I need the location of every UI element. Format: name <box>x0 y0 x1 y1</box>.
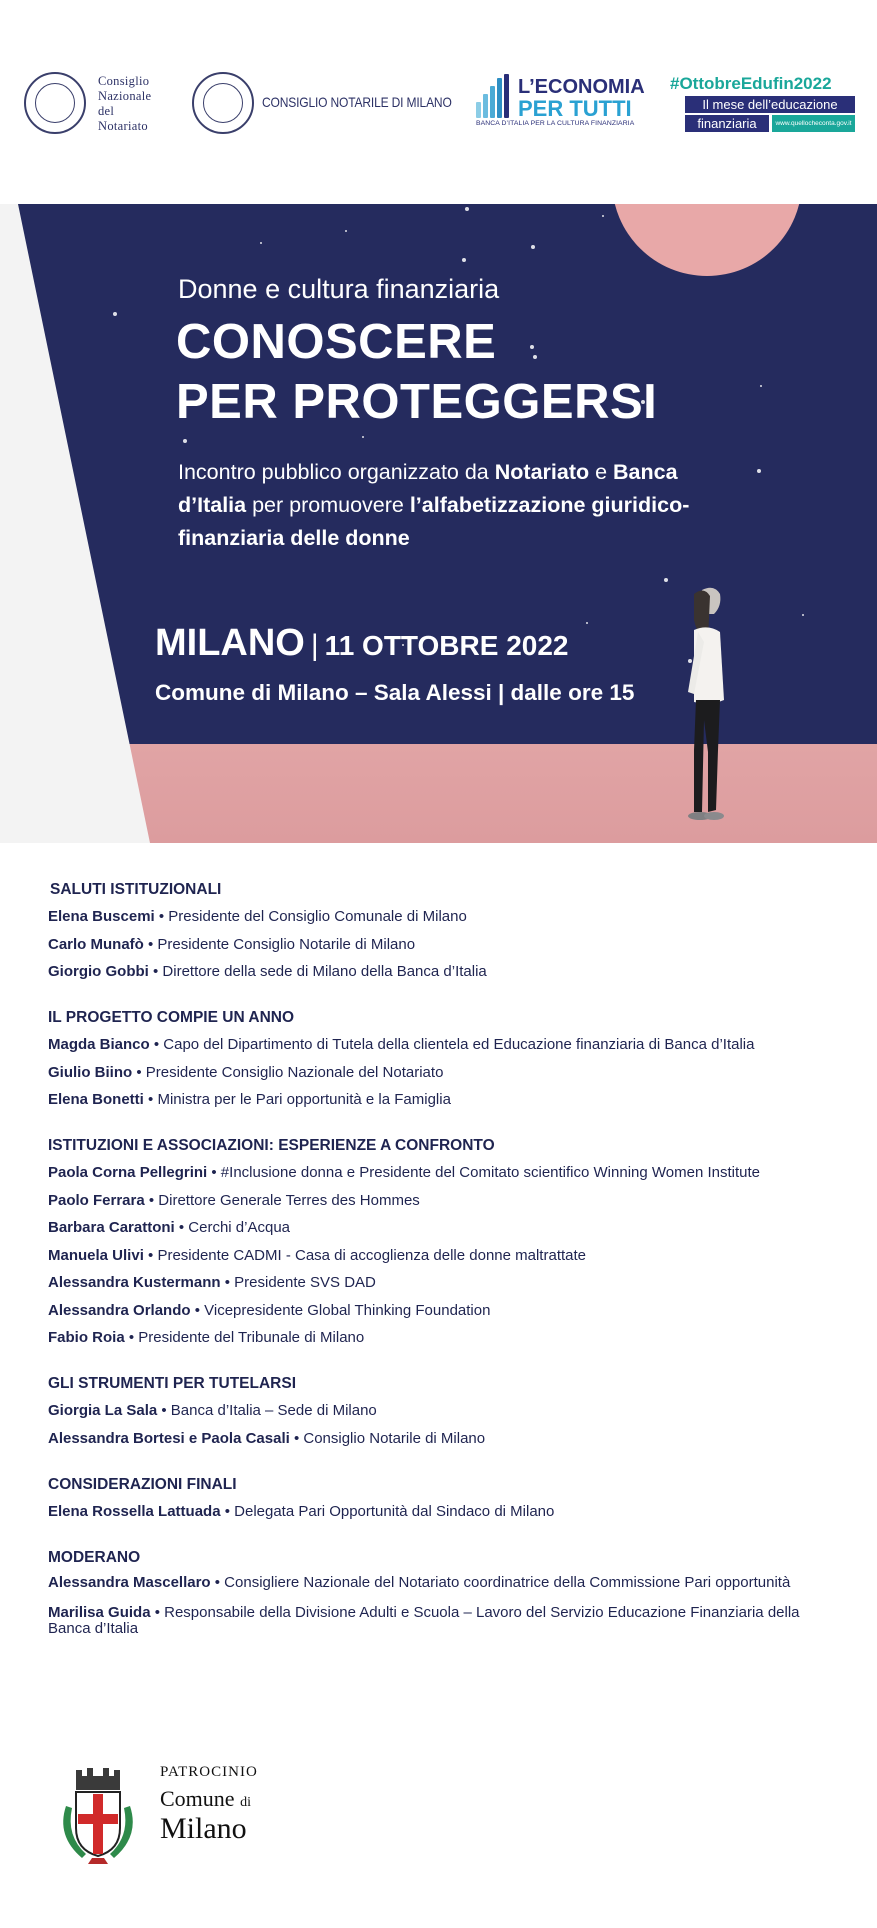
speaker-name: Paolo Ferrara <box>48 1191 145 1209</box>
star-decoration <box>345 230 347 232</box>
cnn-line-2: Nazionale <box>98 89 152 103</box>
section-considerazioni-finali <box>48 1475 838 1522</box>
star-decoration <box>760 385 762 387</box>
ottobre-edufin-logo <box>668 74 858 134</box>
section-title: GLI STRUMENTI PER TUTELARSI <box>48 1375 296 1392</box>
star-decoration <box>602 215 604 217</box>
speaker-role: • Presidente del Consiglio Comunale di Milano <box>154 908 467 925</box>
speaker-name: Giorgia La Sala <box>48 1402 158 1419</box>
hero-title-line-1: CONOSCERE <box>176 315 497 369</box>
speaker-row <box>48 962 838 982</box>
section-istituzioni-associazioni <box>48 1136 838 1348</box>
speaker-role: • Banca d’Italia – Sede di Milano <box>157 1402 377 1419</box>
speaker-name: Giulio Biino <box>48 1063 133 1081</box>
woman-looking-up-illustration <box>664 580 744 830</box>
speaker-role: • Capo del Dipartimento di Tutela della clientela ed Educazione finanziaria di Banca d’Italia <box>149 1036 755 1053</box>
patrocinio-label: PATROCINIO <box>160 1764 258 1780</box>
speaker-row <box>48 1246 838 1266</box>
cnm-logo-text: CONSIGLIO NOTARILE DI MILANO <box>262 94 452 110</box>
speaker-row <box>48 1575 838 1595</box>
eco-tagline: BANCA D’ITALIA PER LA CULTURA FINANZIARIA <box>476 120 635 127</box>
hero-title-line-2: PER PROTEGGERSI <box>176 375 658 429</box>
speaker-role: • #Inclusione donna e Presidente del Comitato scientifico Winning Women Institute <box>207 1164 760 1181</box>
hero-title <box>176 312 657 432</box>
hero-description <box>178 456 748 555</box>
consiglio-notarile-milano-logo <box>192 70 452 136</box>
eco-title-line-1: L’ECONOMIA <box>518 76 645 98</box>
desc-part: per promuovere <box>246 493 410 517</box>
eco-title-line-2: PER TUTTI <box>518 96 632 121</box>
event-date: 11 OTTOBRE 2022 <box>324 630 569 661</box>
speaker-role: • Presidente del Tribunale di Milano <box>124 1329 365 1346</box>
star-decoration <box>465 207 469 211</box>
section-title: MODERANO <box>48 1548 141 1566</box>
star-decoration <box>462 258 466 262</box>
star-decoration <box>183 439 187 443</box>
speaker-row <box>48 1328 838 1348</box>
section-title: ISTITUZIONI E ASSOCIAZIONI: ESPERIENZE A CONFRONTO <box>48 1137 495 1154</box>
speaker-role: • Presidente Consiglio Notarile di Milano <box>143 935 416 953</box>
speaker-row <box>48 1401 838 1421</box>
speaker-row <box>48 1273 838 1293</box>
speaker-name: Magda Bianco <box>48 1036 150 1053</box>
speaker-name: Fabio Roia <box>48 1329 125 1346</box>
speaker-row <box>48 907 838 927</box>
speaker-role: • Consigliere Nazionale del Notariato coordinatrice della Commissione Pari opportunità <box>210 1573 791 1591</box>
speaker-name: Paola Corna Pellegrini <box>48 1164 208 1181</box>
speaker-role: • Presidente Consiglio Nazionale del Notariato <box>132 1063 444 1081</box>
speaker-row <box>48 1191 838 1211</box>
edufin-hashtag: #OttobreEdufin2022 <box>670 74 832 93</box>
event-separator: | <box>310 629 319 662</box>
speaker-role: • Direttore Generale Terres des Hommes <box>144 1191 420 1209</box>
section-title: IL PROGETTO COMPIE UN ANNO <box>48 1009 295 1026</box>
event-city-date <box>155 622 569 665</box>
cnn-line-1: Consiglio <box>98 74 150 88</box>
edufin-url[interactable]: www.quellocheconta.gov.it <box>772 115 855 132</box>
section-moderano <box>48 1548 838 1637</box>
speaker-role: • Presidente SVS DAD <box>220 1274 376 1291</box>
speaker-name: Alessandra Mascellaro <box>48 1573 211 1591</box>
hero-banner <box>0 204 877 843</box>
edufin-line-1: Il mese dell’educazione <box>685 96 855 113</box>
cnn-line-4: Notariato <box>98 119 148 133</box>
notarile-seal-icon <box>192 72 254 134</box>
cnn-logo-text <box>98 74 151 134</box>
speaker-name: Giorgio Gobbi <box>48 963 149 980</box>
section-progetto-compie-un-anno <box>48 1008 838 1110</box>
hero-subtitle: Donne e cultura finanziaria <box>178 274 500 304</box>
cnn-line-3: del <box>98 104 115 118</box>
speaker-row <box>48 1063 838 1083</box>
speaker-name: Alessandra Bortesi e Paola Casali <box>48 1429 290 1447</box>
event-city: MILANO <box>155 622 305 664</box>
speaker-role: • Delegata Pari Opportunità dal Sindaco di Milano <box>220 1502 555 1520</box>
speaker-role: • Presidente CADMI - Casa di accoglienza delle donne maltrattate <box>143 1246 587 1264</box>
bar-chart-icon <box>476 74 512 118</box>
star-decoration <box>362 436 364 438</box>
event-venue: Comune di Milano – Sala Alessi | dalle ore 15 <box>155 680 635 705</box>
section-strumenti-per-tutelarsi <box>48 1374 838 1449</box>
consiglio-nazionale-notariato-logo <box>24 70 164 136</box>
speaker-row <box>48 1218 838 1238</box>
speaker-row <box>48 1502 838 1522</box>
speaker-name: Elena Buscemi <box>48 908 155 925</box>
economia-per-tutti-logo <box>476 70 646 130</box>
desc-part: e <box>589 460 614 484</box>
speaker-row <box>48 1429 838 1449</box>
logo-header <box>0 0 877 204</box>
patrocinio-comune <box>160 1786 251 1812</box>
speaker-role: • Ministra per le Pari opportunità e la Famiglia <box>143 1091 451 1108</box>
star-decoration <box>113 312 117 316</box>
speaker-name: Marilisa Guida <box>48 1603 151 1621</box>
speaker-row <box>48 1301 838 1321</box>
speaker-role: • Responsabile della Divisione Adulti e Scuola – Lavoro del Servizio Educazione Finanziaria della Banca d’Italia <box>48 1603 800 1637</box>
speaker-role: • Direttore della sede di Milano della Banca d’Italia <box>148 963 487 980</box>
section-title: CONSIDERAZIONI FINALI <box>48 1475 237 1493</box>
star-decoration <box>531 245 535 249</box>
comune-word: Comune <box>160 1786 235 1811</box>
star-decoration <box>802 614 804 616</box>
speaker-name: Carlo Munafò <box>48 935 144 953</box>
desc-bold-alfabetizzazione: l’alfabetizzazione giuridico-finanziaria delle donne <box>178 493 690 550</box>
desc-bold-banca: Banca d’Italia <box>178 460 678 517</box>
desc-part: Incontro pubblico organizzato da <box>178 460 495 484</box>
edufin-line-2: finanziaria <box>685 115 769 132</box>
speaker-role: • Cerchi d’Acqua <box>174 1219 291 1236</box>
speaker-row <box>48 1090 838 1110</box>
star-decoration <box>260 242 262 244</box>
speaker-name: Barbara Carattoni <box>48 1219 175 1236</box>
speaker-role: • Consiglio Notarile di Milano <box>289 1429 486 1447</box>
patrocinio-milano: Milano <box>160 1812 247 1845</box>
speaker-row <box>48 1163 838 1183</box>
speaker-name: Alessandra Kustermann <box>48 1274 221 1291</box>
section-saluti-istituzionali <box>48 880 838 982</box>
patrocinio-comune-milano <box>52 1762 292 1872</box>
speaker-row <box>48 1605 838 1637</box>
speaker-role: • Vicepresidente Global Thinking Foundation <box>190 1301 491 1319</box>
comune-milano-crest-icon <box>52 1766 144 1866</box>
notariato-seal-icon <box>24 72 86 134</box>
star-decoration <box>586 622 588 624</box>
moon-decoration <box>612 204 802 276</box>
speaker-row <box>48 935 838 955</box>
speaker-name: Manuela Ulivi <box>48 1246 144 1264</box>
star-decoration <box>757 469 761 473</box>
di-word: di <box>240 1795 251 1810</box>
desc-bold-notariato: Notariato <box>494 460 590 484</box>
event-programme <box>48 880 838 1663</box>
speaker-row <box>48 1035 838 1055</box>
speaker-name: Alessandra Orlando <box>48 1301 191 1319</box>
section-title: SALUTI ISTITUZIONALI <box>50 881 222 898</box>
speaker-name: Elena Bonetti <box>48 1091 144 1108</box>
speaker-name: Elena Rossella Lattuada <box>48 1502 221 1520</box>
